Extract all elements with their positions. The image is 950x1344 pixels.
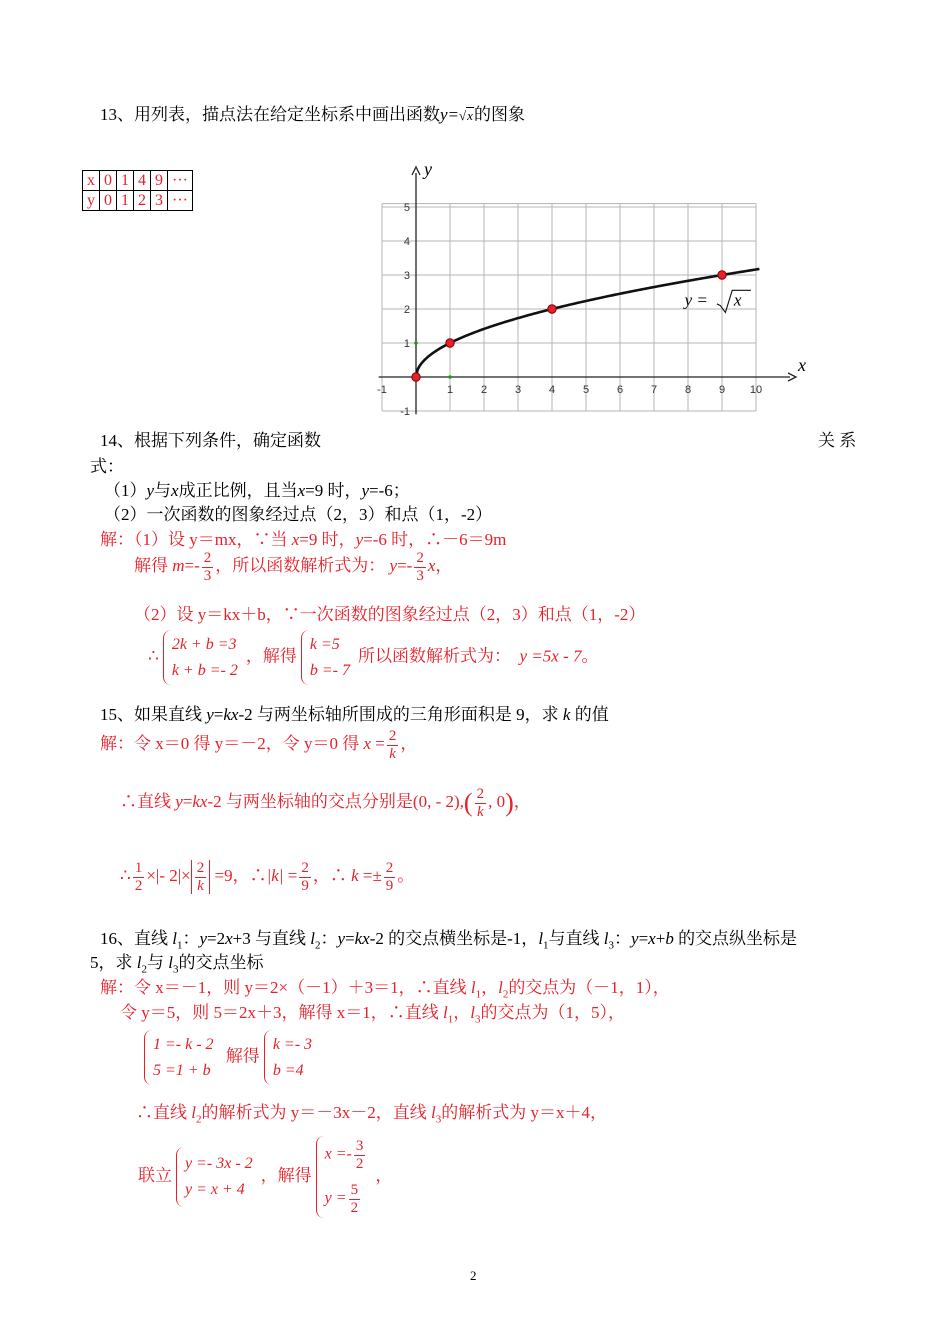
equation-system: x =- $\frac{3}{2}$ y = $\frac{5}{2}$ — [316, 1136, 372, 1218]
equation-system: 1 =- k - 2 5 =1 + b — [144, 1030, 218, 1085]
q16-line1: 16、直线 $l_1$：y=2x+3 与直线 $l_2$：y=kx-2 的交点横坐标是-1，$l_1$与直线 $l_3$：y=x+b 的交点纵坐标是 — [100, 929, 798, 952]
equation-system: 2k + b =3 k + b =- 2 — [163, 630, 242, 685]
table-cell: x — [83, 171, 100, 191]
table-cell: 2 — [134, 191, 151, 211]
q15-solution-2: ∴直线 y=kx-2 与两坐标轴的交点分别是(0, - 2),( $\frac{2}{k}$ , 0)， — [120, 786, 531, 820]
data-point — [718, 271, 726, 279]
table-cell: 4 — [134, 171, 151, 191]
axis-marker — [414, 341, 418, 345]
table-cell: y — [83, 191, 100, 211]
y-tick-label: -1 — [400, 406, 410, 418]
curve-label: y = — [684, 290, 708, 310]
fraction: $\frac{2}{3}$ — [203, 550, 212, 584]
table-cell: 1 — [117, 191, 134, 211]
q15-line: 15、如果直线 y=kx-2 与两坐标轴所围成的三角形面积是 9，求 k 的值 — [100, 705, 609, 724]
x-tick-label: 5 — [582, 384, 590, 396]
q14-line2: 式： — [90, 457, 124, 476]
q16-solution-2: 令 y＝5，则 5＝2x＋3，解得 x＝1，∴直线 $l_1$，$l_3$的交点为（1，5）， — [120, 1003, 625, 1026]
y-axis-label: y — [424, 160, 432, 179]
x-tick-label: 10 — [749, 384, 763, 396]
table-cell: 9 — [151, 171, 168, 191]
q14-line1: 14、根据下列条件，确定函数 — [100, 431, 321, 450]
equation-system: k =- 3 b =4 — [264, 1030, 316, 1085]
q13-line — [100, 100, 525, 125]
q13-radicand: x — [467, 108, 473, 123]
q14-solution-1: 解：（1）设 y＝mx，∵当 x=9 时，y=-6 时，∴－6＝9m — [100, 530, 507, 549]
q14-condition-1: （1）y与x成正比例，且当x=9 时，y=-6； — [104, 481, 410, 500]
q13-number: 13、 — [100, 105, 134, 124]
fraction: $\frac{2}{k}$ — [196, 860, 205, 894]
y-tick-label: 4 — [403, 236, 410, 248]
q15-solution-1: 解：令 x＝0 得 y＝－2，令 y＝0 得 x = $\frac{2}{k}$ ， — [100, 728, 418, 762]
q14-line1-tail: 关 系 — [818, 431, 857, 450]
sqrt-curve — [416, 269, 759, 377]
table-cell: 1 — [117, 171, 134, 191]
table-row — [83, 171, 193, 191]
x-tick-label: 1 — [446, 384, 454, 396]
fraction: $\frac{2}{3}$ — [416, 550, 424, 584]
q14-solution-3: （2）设 y＝kx＋b，∵一次函数的图象经过点（2，3）和点（1，-2） — [134, 605, 646, 624]
axis-marker — [448, 375, 452, 379]
x-tick-label: 3 — [514, 384, 522, 396]
q16-solution-3: 1 =- k - 2 5 =1 + b 解得 k =- 3 b =4 — [140, 1030, 320, 1085]
value-table — [82, 170, 193, 211]
table-cell: 0 — [100, 191, 117, 211]
y-tick-label: 5 — [403, 202, 410, 214]
sqrt-function-graph — [360, 160, 810, 425]
q16-solution-5: 联立 y =- 3x - 2 y = x + 4 ，解得 x =- $\frac{3}{2}$ y = $\frac{5}{2}$ ， — [138, 1136, 392, 1218]
fraction: $\frac{2}{9}$ — [385, 860, 394, 894]
y-tick-label: 2 — [403, 304, 410, 316]
x-tick-label: 4 — [548, 384, 556, 396]
x-tick-label: 7 — [650, 384, 658, 396]
sqrt-symbol: √ — [459, 108, 467, 123]
table-cell: 3 — [151, 191, 168, 211]
q14-solution-4: ∴ 2k + b =3 k + b =- 2 ，解得 k =5 b =- 7 所以函数解析式为： y =5x - 7。 — [148, 630, 598, 685]
fraction: $\frac{3}{2}$ — [355, 1138, 364, 1172]
page-number: 2 — [470, 1268, 477, 1283]
data-point — [446, 339, 454, 347]
fraction: $\frac{1}{2}$ — [134, 860, 143, 894]
table-cell: 0 — [100, 171, 117, 191]
q13-tail: 的图象 — [473, 105, 525, 124]
x-tick-label: 2 — [480, 384, 488, 396]
q15-solution-3: ∴ $\frac{1}{2}$ ×|- 2|× $\frac{2}{k}$ =9，∴|k| = $\frac{2}{9}$ ，∴ k =± $\frac{2}{9}$ 。 — [120, 860, 415, 894]
data-point — [548, 305, 556, 313]
q16-solution-4: ∴直线 $l_2$的解析式为 y＝－3x－2，直线 $l_3$的解析式为 y＝x＋4， — [136, 1103, 607, 1126]
equation-system: k =5 b =- 7 — [301, 630, 354, 685]
q13-text: 用列表，描点法在给定坐标系中画出函数 — [134, 105, 440, 124]
q13-func: y= — [440, 105, 460, 124]
fraction: $\frac{5}{2}$ — [350, 1182, 359, 1216]
x-tick-label: 6 — [616, 384, 624, 396]
fraction: $\frac{2}{k}$ — [388, 728, 397, 762]
y-tick-label: 1 — [403, 338, 410, 350]
fraction: $\frac{2}{9}$ — [301, 860, 309, 894]
fraction: $\frac{2}{k}$ — [476, 786, 485, 820]
x-tick-label: 8 — [684, 384, 692, 396]
x-tick-label: 9 — [718, 384, 726, 396]
table-cell: ··· — [168, 191, 193, 211]
table-row — [83, 191, 193, 211]
x-axis-label: x — [798, 355, 806, 375]
q16-solution-1: 解：令 x＝－1，则 y＝2×（－1）＋3＝1，∴直线 $l_1$，$l_2$的交点为（－1，1）， — [100, 978, 670, 1001]
y-tick-label: 3 — [403, 270, 410, 282]
curve-label-radicand: x — [733, 290, 742, 310]
data-point — [412, 373, 420, 381]
equation-system: y =- 3x - 2 y = x + 4 — [176, 1147, 257, 1206]
x-tick-label: -1 — [377, 384, 387, 396]
table-cell: ··· — [168, 171, 193, 191]
q14-condition-2: （2）一次函数的图象经过点（2，3）和点（1，-2） — [104, 505, 493, 524]
q14-solution-2: 解得 m=- $\frac{2}{3}$ ，所以函数解析式为： y=- $\frac{2}{3}$ x， — [134, 550, 453, 584]
q16-line2: 5，求 $l_2$与 $l_3$的交点坐标 — [90, 953, 264, 976]
